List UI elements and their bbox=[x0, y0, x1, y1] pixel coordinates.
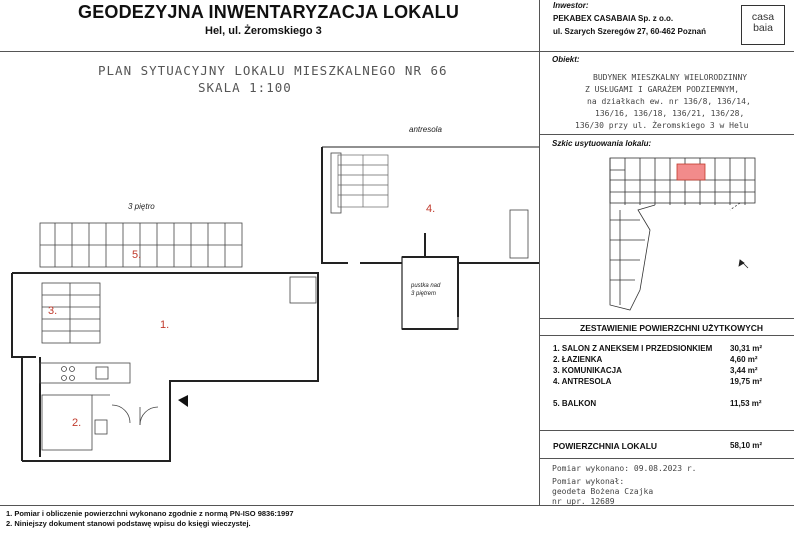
floor-plan bbox=[0, 95, 539, 500]
summary-row-label: 3. KOMUNIKACJA bbox=[553, 366, 622, 375]
document-address: Hel, ul. Żeromskiego 3 bbox=[205, 25, 322, 37]
investor-name: PEKABEX CASABAIA Sp. z o.o. bbox=[553, 14, 674, 23]
mezzanine-stairs bbox=[338, 155, 388, 207]
object-label: Obiekt: bbox=[552, 55, 580, 64]
object-line: na działkach ew. nr 136/8, 136/14, bbox=[587, 97, 751, 106]
object-line: 136/16, 136/18, 136/21, 136/28, bbox=[595, 109, 745, 118]
document-title: GEODEZYJNA INWENTARYZACJA LOKALU bbox=[78, 2, 460, 22]
summary-row-label: 1. SALON Z ANEKSEM I PRZEDSIONKIEM bbox=[553, 344, 713, 353]
void-label-line-1: pustka nad bbox=[411, 283, 441, 289]
void-label-line-2: 3 piętrem bbox=[411, 291, 437, 297]
investor-divider bbox=[539, 51, 794, 52]
mezzanine-window bbox=[331, 153, 341, 213]
mezzanine-label: antresola bbox=[409, 125, 442, 134]
room-number-3: 3. bbox=[48, 305, 58, 317]
table-divider bbox=[539, 335, 794, 336]
bottom-divider bbox=[0, 505, 794, 506]
summary-row-label: 4. ANTRESOLA bbox=[553, 377, 612, 386]
object-line: Z USŁUGAMI I GARAŻEM PODZIEMNYM, bbox=[585, 85, 740, 94]
sketch-grid-h bbox=[610, 180, 755, 192]
object-line: 136/30 przy ul. Żeromskiego 3 w Helu bbox=[575, 121, 749, 130]
plan-scale: SKALA 1:100 bbox=[198, 80, 292, 95]
sketch-divider bbox=[539, 318, 794, 319]
surveyor-license: nr upr. 12689 bbox=[552, 497, 615, 506]
entrance-arrow-icon bbox=[178, 395, 188, 407]
logo-line-2: baia bbox=[753, 22, 773, 34]
north-arrow-icon bbox=[739, 260, 748, 268]
total-top-divider bbox=[539, 430, 794, 431]
note-line: 2. Niniejszy dokument stanowi podstawę wpisu do księgi wieczystej. bbox=[6, 519, 251, 528]
summary-row-value: 30,31 m² bbox=[730, 344, 763, 353]
total-bottom-divider bbox=[539, 458, 794, 459]
plan-title: PLAN SYTUACYJNY LOKALU MIESZKALNEGO NR 66 bbox=[98, 63, 448, 78]
entrance-door bbox=[112, 405, 158, 425]
measurement-by-label: Pomiar wykonał: bbox=[552, 477, 625, 486]
summary-row-value: 19,75 m² bbox=[730, 377, 763, 386]
summary-row-value: 4,60 m² bbox=[730, 355, 758, 364]
mezzanine-fixture bbox=[510, 210, 528, 258]
logo-line-1: casa bbox=[751, 11, 775, 23]
summary-row-value: 3,44 m² bbox=[730, 366, 758, 375]
column bbox=[290, 277, 316, 303]
sketch-label: Szkic usytuowania lokalu: bbox=[552, 139, 652, 148]
sketch-building-left bbox=[610, 158, 655, 310]
surveyor-name: geodeta Bożena Czajka bbox=[552, 487, 654, 496]
floor-label: 3 piętro bbox=[128, 202, 155, 211]
apartment-walls bbox=[12, 273, 318, 461]
room-number-4: 4. bbox=[426, 203, 436, 215]
total-value: 58,10 m² bbox=[730, 441, 763, 450]
sketch-unit-highlight bbox=[677, 164, 705, 180]
object-line: BUDYNEK MIESZKALNY WIELORODZINNY bbox=[593, 73, 748, 82]
sketch-road bbox=[730, 203, 740, 210]
room-number-5: 5. bbox=[132, 249, 142, 261]
summary-row-value: 11,53 m² bbox=[730, 399, 762, 408]
measurement-date: Pomiar wykonano: 09.08.2023 r. bbox=[552, 464, 697, 473]
room-number-2: 2. bbox=[72, 417, 82, 429]
object-divider bbox=[539, 134, 794, 135]
note-line: 1. Pomiar i obliczenie powierzchni wykonano zgodnie z normą PN-ISO 9836:1997 bbox=[6, 509, 294, 518]
investor-address: ul. Szarych Szeregów 27, 60-462 Poznań bbox=[553, 27, 706, 36]
total-label: POWIERZCHNIA LOKALU bbox=[553, 441, 658, 451]
room-number-1: 1. bbox=[160, 319, 170, 331]
summary-title: ZESTAWIENIE POWIERZCHNI UŻYTKOWYCH bbox=[580, 323, 764, 333]
location-sketch bbox=[590, 150, 780, 315]
company-logo bbox=[741, 5, 785, 45]
summary-row-label: 2. ŁAZIENKA bbox=[553, 355, 603, 364]
summary-row-label: 5. BALKON bbox=[553, 399, 597, 408]
investor-label: Inwestor: bbox=[553, 1, 589, 10]
kitchen-counter bbox=[40, 363, 130, 383]
